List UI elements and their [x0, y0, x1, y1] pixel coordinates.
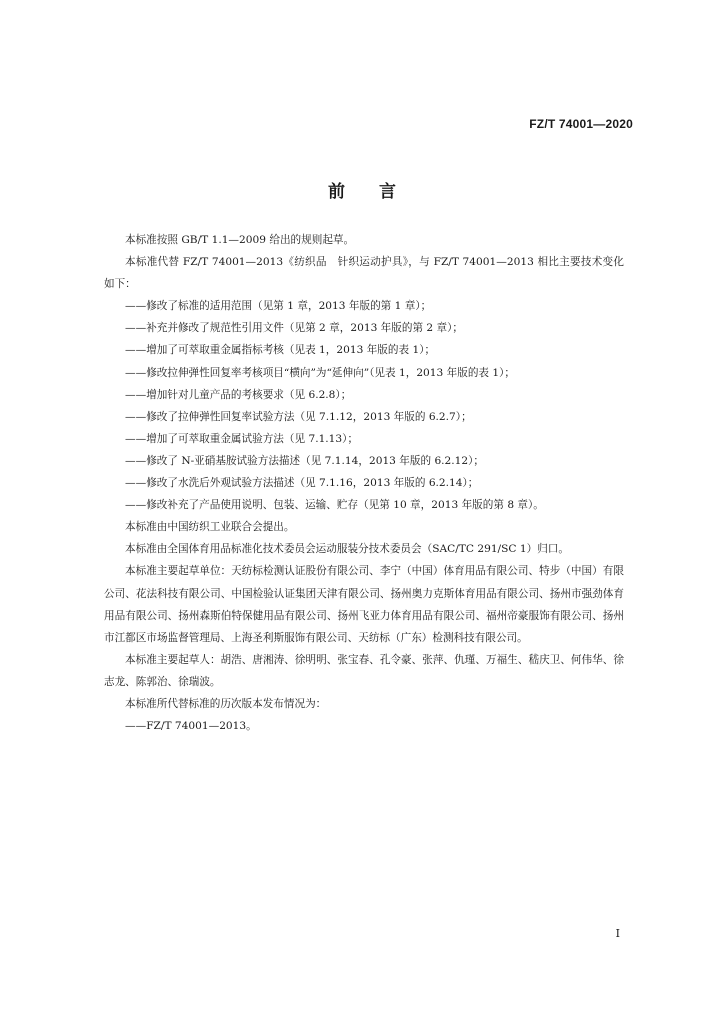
list-item: ——修改了水洗后外观试验方法描述（见 7.1.16，2013 年版的 6.2.14）； [125, 477, 479, 490]
paragraph-drafters: 本标准主要起草人：胡浩、唐湘涛、徐明明、张宝春、孔令豪、张萍、仇瑾、万福生、嵇庆卫、何伟华、徐志龙、陈郭治、徐瑞波。 [104, 653, 624, 688]
paragraph-history-item: ——FZ/T 74001—2013。 [125, 720, 257, 733]
list-item: ——修改了 N-亚硝基胺试验方法描述（见 7.1.14，2013 年版的 6.2.12）； [125, 454, 485, 467]
paragraph-replaces: 本标准代替 FZ/T 74001—2013《纺织品 针织运动护具》，与 FZ/T 74001—2013 相比主要技术变化如下： [104, 256, 624, 291]
paragraph-history-intro: 本标准所代替标准的历次版本发布情况为： [125, 697, 327, 710]
paragraph-proposed-by: 本标准由中国纺织工业联合会提出。 [125, 521, 295, 534]
list-item: ——修改了拉伸弹性回复率试验方法（见 7.1.12，2013 年版的 6.2.7）； [125, 410, 472, 423]
paragraph-drafting-rules: 本标准按照 GB/T 1.1—2009 给出的规则起草。 [125, 234, 355, 246]
list-item: ——增加针对儿童产品的考核要求（见 6.2.8）； [125, 388, 352, 401]
page-number: I [615, 927, 620, 940]
list-item: ——修改补充了产品使用说明、包装、运输、贮存（见第 10 章，2013 年版的第 8 章）。 [125, 499, 544, 512]
paragraph-drafting-units: 本标准主要起草单位：天纺标检测认证股份有限公司、李宁（中国）体育用品有限公司、特步（中国）有限公司、花法科技有限公司、中国检验认证集团天津有限公司、扬州奥力克斯体育用品有限公司、扬州市强劲体育用品有限公司、扬州森斯伯特保健用品有限公司、扬州飞亚力体育用品有限公司、福州帝豪服饰有限公司、扬州市江都区市场监督管理局、上海圣利斯服饰有限公司、天纺标（广东）检测科技有限公司。 [104, 565, 624, 644]
paragraph-centralized-by: 本标准由全国体育用品标准化技术委员会运动服装分技术委员会（SAC/TC 291/SC 1）归口。 [125, 543, 569, 556]
standard-code: FZ/T 74001—2020 [529, 117, 633, 131]
list-item: ——增加了可萃取重金属试验方法（见 7.1.13）； [125, 432, 359, 445]
foreword-body [104, 229, 624, 737]
changes-list [104, 295, 624, 516]
list-item: ——补充并修改了规范性引用文件（见第 2 章，2013 年版的第 2 章）； [125, 322, 464, 335]
list-item: ——增加了可萃取重金属指标考核（见表 1，2013 年版的表 1）； [125, 344, 436, 357]
page-title: 前言 [328, 182, 430, 202]
list-item: ——修改了标准的适用范围（见第 1 章，2013 年版的第 1 章）； [125, 300, 432, 313]
list-item: ——修改拉伸弹性回复率考核项目“横向”为“延伸向”（见表 1，2013 年版的表 1）； [125, 366, 516, 379]
